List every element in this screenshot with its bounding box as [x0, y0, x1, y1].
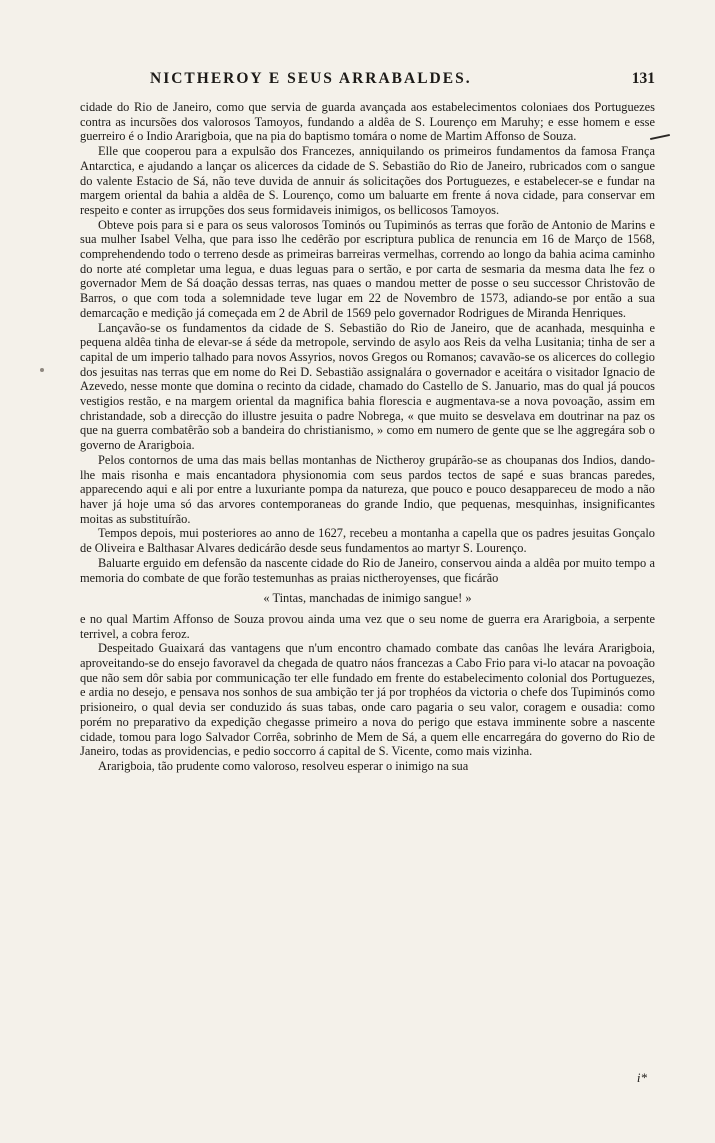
block-quote: « Tintas, manchadas de inimigo sangue! »: [263, 591, 472, 606]
paragraph-6: Tempos depois, mui posteriores ao anno de 1627, recebeu a montanha a capella que os padres jesuitas Gonçalo de Oliveira e Balthasar Alvares dedicárão desde seus fundamentos ao martyr S. Lourenço.: [80, 526, 655, 556]
paragraph-2: Elle que cooperou para a expulsão dos Francezes, anniquilando os primeiros fundamentos da famosa França Antarctica, e ajudando a lançar os alicerces da cidade de S. Sebastião do Rio de Janeiro, rubricados com o sangue do valente Estacio de Sá, não teve duvida de annuir ás solicitações dos Portuguezes, e estabelecer-se e fundar na margem oriental da bahia a aldêa de S. Lourenço, como um baluarte em frente á nova cidade, para conservar em respeito e conter as irrupções dos seus formidaveis inimigos, os bellicosos Tamoyos.: [80, 144, 655, 217]
ink-spot: [40, 368, 44, 372]
paragraph-5: Pelos contornos de uma das mais bellas montanhas de Nictheroy grupárão-se as choupanas dos Indios, dando-lhe mais risonha e mais encantadora physionomia com seus pardos tectos de sapé e suas brancas paredes, apparecendo aqui e ali por entre a luxuriante pompa da natureza, que pouco e pouco desappareceu de modo a não haver já hoje uma só das arvores contemporaneas do grande Indio, que pequenas, mesquinhas, insignificantes moitas as substituírão.: [80, 452, 655, 526]
paragraph-4: Lançavão-se os fundamentos da cidade de S. Sebastião do Rio de Janeiro, que de acanhada, mesquinha e pequena aldêa tinha de elevar-se á séde da metropole, servindo de asylo aos Reis da velha Lusitania; tinha de ser a capital de um imperio talhado para novos Assyrios, novos Gregos ou Romanos; cavavão-se os alicerces do collegio dos jesuitas nas terras que em nome do Rei D. Sebastião assignalára o governador e aceitára o visitador Ignacio de Azevedo, nesse monte que domina o recinto da cidade, chamado do Castello de S. Januario, mas do qual já poucos vestigios restão, e na margem oriental da magnifica bahia florescia e augmentava-se a nova povoação, assim em christandade, sob a direcção do illustre jesuita o padre Nobrega, « que muito se desvelava em doutrinar na paz os que na guerra combatêrão sob a bandeira do christianismo, » como em numero de gente que se lhe aggregára sob o governo de Ararigboia.: [80, 320, 655, 453]
paragraph-3: Obteve pois para si e para os seus valorosos Tominós ou Tupiminós as terras que forão de Antonio de Marins e sua mulher Isabel Velha, que para isso lhe cedêrão por escriptura publica de renuncia em 16 de Março de 1568, comprehendendo todo o terreno desde as primeiras barreiras vermelhas, correndo ao longo da bahia acima caminho do norte até completar uma legua, e duas leguas para o sertão, e por carta de sesmaria da mesma data lhe fez o governador Mem de Sá doação dessas terras, nas quaes o mandou metter de posse o seu successor Christovão de Barros, o que com toda a solemnidade teve lugar em 22 de Novembro de 1573, adiando-se por então a sua demarcação e medição já começada em 2 de Abril de 1569 pelo governador Rodrigues de Miranda Henriques.: [80, 217, 655, 320]
paragraph-8: e no qual Martim Affonso de Souza provou ainda uma vez que o seu nome de guerra era Ararigboia, a serpente terrivel, a cobra feroz.: [80, 611, 655, 641]
paragraph-9: Despeitado Guaixará das vantagens que n'um encontro chamado combate das canôas lhe levára Ararigboia, aproveitando-se do ensejo favoravel da chegada de quatro náos francezas a Cabo Frio para vi-lo atacar na povoação que não sem dôr sabia por communicação ter elle fundado em frente do estabelecimento colonial dos Portuguezes, e ardia no desejo, e pensava nos sonhos de sua ambição ter já por trophéos da victoria o chefe dos Tupiminós como prisioneiro, o qual devia ser conduzido ás suas tabas, onde caro pagaria o seu valor, coragem e ousadia: como porém no preparativo da expedição chegasse primeiro a nova do perigo que estava imminente sobre a nascente cidade, tomou para logo Salvador Corrêa, sobrinho de Mem de Sá, a quem elle encarregára do governo do Rio de Janeiro, todas as providencias, e pedio soccorro á capital de S. Vicente, como mais vizinha.: [80, 641, 655, 759]
document-page: [80, 70, 655, 774]
body-text: [80, 100, 655, 774]
running-title: NICTHEROY E SEUS ARRABALDES.: [150, 70, 472, 87]
paragraph-7: Baluarte erguido em defensão da nascente cidade do Rio de Janeiro, conservou ainda a aldêa por muito tempo a memoria do combate de que forão testemunhas as praias nictheroyenses, que ficárão: [80, 555, 655, 585]
page-header: [80, 70, 655, 98]
signature-mark: i*: [636, 1070, 647, 1085]
paragraph-10: Ararigboia, tão prudente como valoroso, resolveu esperar o inimigo na sua: [98, 758, 469, 773]
paragraph-1: cidade do Rio de Janeiro, como que servia de guarda avançada aos estabelecimentos coloniaes dos Portuguezes contra as incursões dos valorosos Tamoyos, fundando a aldêa de S. Lourenço em Maruhy; e esse homem e esse guerreiro é o Indio Ararigboia, que na pia do baptismo tomára o nome de Martim Affonso de Souza.: [80, 100, 655, 144]
page-number: 131: [631, 70, 655, 87]
